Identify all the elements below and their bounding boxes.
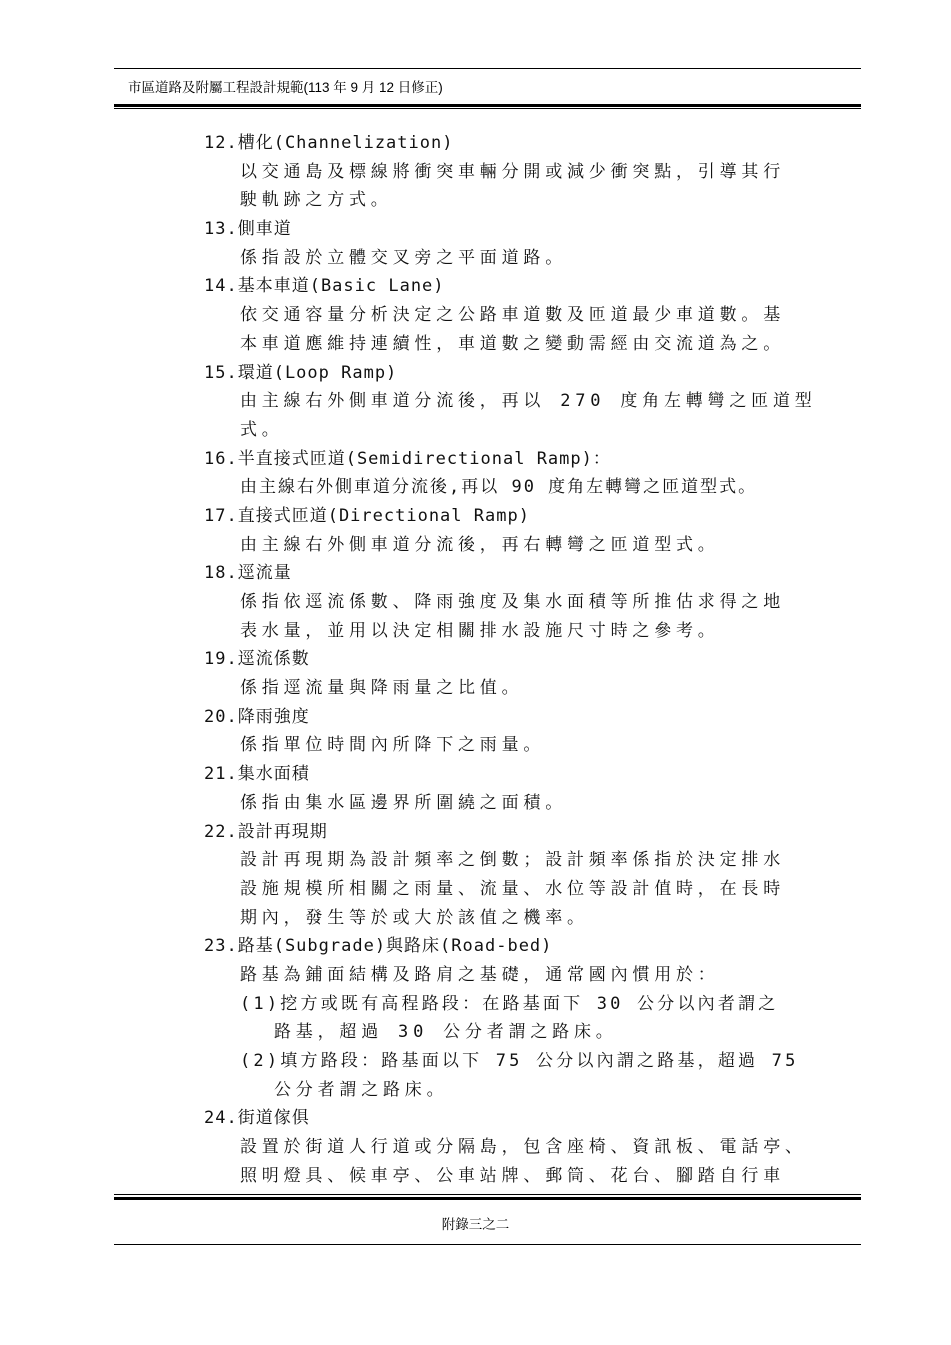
- definition-heading: 23.路基(Subgrade)與路床(Road-bed): [204, 936, 553, 957]
- definition-text-line: 駛軌跡之方式。: [240, 190, 393, 211]
- definition-heading: 12.槽化(Channelization): [204, 133, 454, 153]
- definition-text-line: 路基為鋪面結構及路肩之基礎，通常國內慣用於：: [240, 964, 720, 985]
- definition-heading: 17.直接式匝道(Directional Ramp): [204, 505, 530, 526]
- definitions-list: [204, 129, 824, 1190]
- running-header: 市區道路及附屬工程設計規範(113 年 9 月 12 日修正): [128, 80, 443, 95]
- definition-heading: 20.降雨強度: [204, 706, 310, 727]
- definition-text-line: 設計再現期為設計頻率之倒數；設計頻率係指於決定排水: [240, 850, 785, 871]
- page-number-label: 附錄三之二: [441, 1217, 510, 1232]
- definition-text-line: 公分者謂之路床。: [274, 1079, 449, 1100]
- definition-text-line: 係指由集水區邊界所圍繞之面積。: [240, 792, 567, 813]
- definition-text-line: 係指依逕流係數、降雨強度及集水面積等所推估求得之地: [240, 592, 785, 612]
- definition-heading: 21.集水面積: [204, 764, 310, 785]
- definition-text-line: 係指設於立體交叉旁之平面道路。: [240, 247, 567, 268]
- sub-item-line: (2)填方路段：路基面以下 75 公分以內謂之路基，超過 75: [240, 1051, 799, 1071]
- definition-text-line: 照明燈具、候車亭、公車站牌、郵筒、花台、腳踏自行車: [240, 1165, 785, 1186]
- definition-text-line: 設置於街道人行道或分隔島，包含座椅、資訊板、電話亭、: [240, 1137, 807, 1158]
- footer-thick-rule: [114, 1197, 861, 1200]
- header-thick-rule: [114, 104, 861, 107]
- definition-text-line: 路基，超過 30 公分者謂之路床。: [274, 1022, 618, 1043]
- footer-bottom-rule: [114, 1244, 861, 1245]
- definition-heading: 19.逕流係數: [204, 649, 310, 670]
- definition-heading: 18.逕流量: [204, 563, 292, 584]
- definition-text-line: 表水量，並用以決定相關排水設施尺寸時之參考。: [240, 620, 720, 641]
- definition-text-line: 本車道應維持連續性，車道數之變動需經由交流道為之。: [240, 333, 785, 354]
- definition-text-line: 設施規模所相關之雨量、流量、水位等設計值時，在長時: [240, 878, 785, 899]
- header-thin-rule: [114, 108, 861, 109]
- definition-text-line: 係指逕流量與降雨量之比值。: [240, 678, 524, 699]
- definition-heading: 15.環道(Loop Ramp): [204, 362, 398, 383]
- definition-heading: 14.基本車道(Basic Lane): [204, 276, 445, 297]
- definition-heading: 16.半直接式匝道(Semidirectional Ramp)：: [204, 448, 611, 469]
- definition-text-line: 由主線右外側車道分流後,再以 90 度角左轉彎之匝道型式。: [240, 477, 758, 498]
- footer-thin-rule: [114, 1194, 861, 1195]
- definition-heading: 22.設計再現期: [204, 821, 328, 842]
- sub-item-line: (1)挖方或既有高程路段：在路基面下 30 公分以內者謂之: [240, 993, 779, 1014]
- definition-text-line: 期內，發生等於或大於該值之機率。: [240, 907, 589, 928]
- definition-text-line: 式。: [240, 419, 284, 440]
- definition-text-line: 係指單位時間內所降下之雨量。: [240, 735, 546, 756]
- definition-text-line: 由主線右外側車道分流後，再以 270 度角左轉彎之匝道型: [240, 391, 817, 412]
- definition-text-line: 以交通島及標線將衝突車輛分開或減少衝突點，引導其行: [240, 161, 785, 182]
- definition-heading: 13.側車道: [204, 219, 292, 240]
- header-top-rule: [114, 68, 861, 69]
- definition-text-line: 由主線右外側車道分流後，再右轉彎之匝道型式。: [240, 534, 720, 555]
- definition-text-line: 依交通容量分析決定之公路車道數及匝道最少車道數。基: [240, 305, 785, 326]
- definition-heading: 24.街道傢俱: [204, 1108, 310, 1129]
